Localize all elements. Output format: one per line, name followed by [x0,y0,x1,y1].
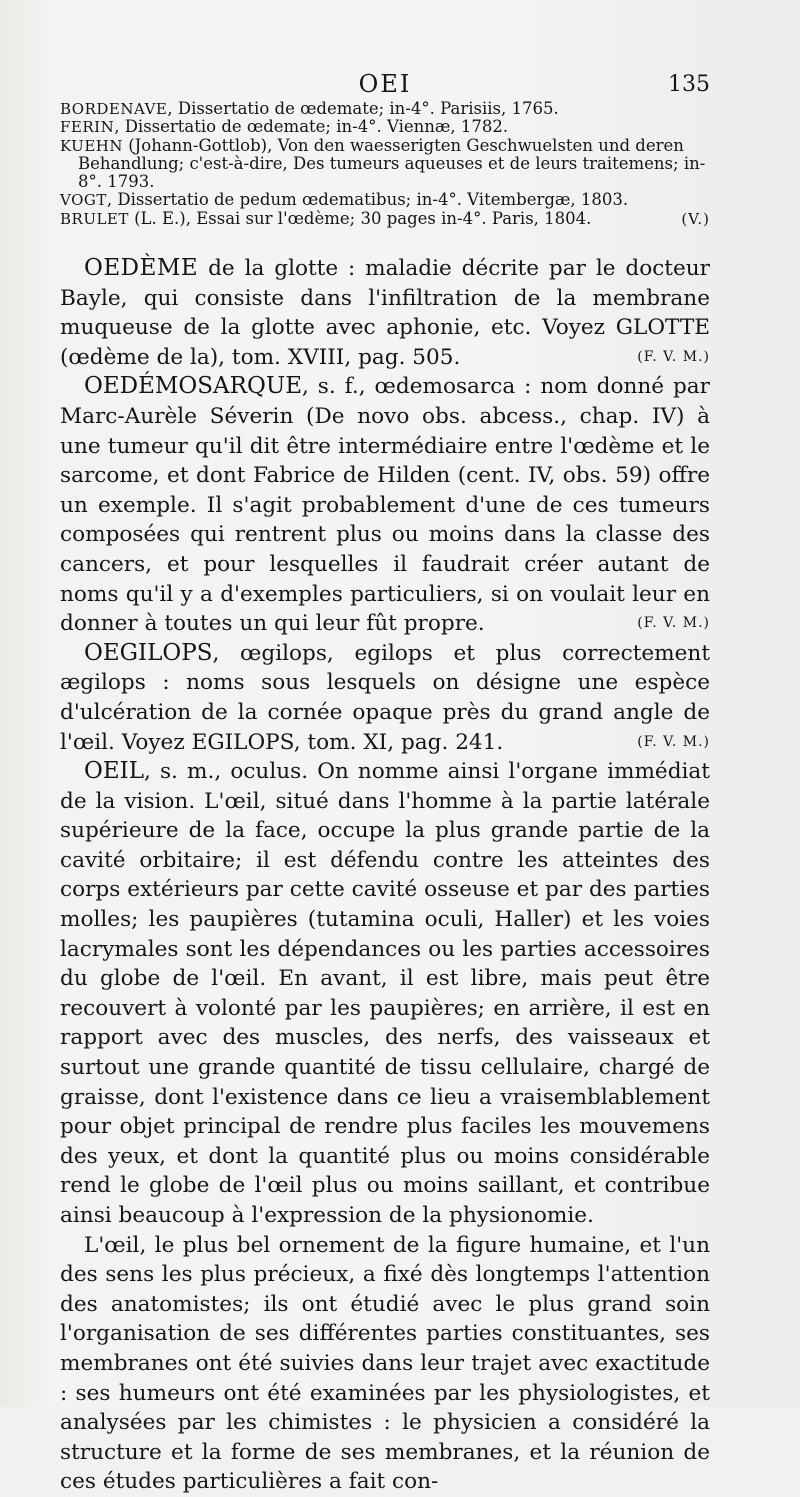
bibliography-text: , Dissertatio de œdemate; in-4°. Parisiis, 1765. [167,99,559,118]
bibliography-entry [60,191,710,209]
bibliography-text: , Dissertatio de pedum œdematibus; in-4°. Vitembergæ, 1803. [106,190,629,210]
entry-headword: OEDÈME [84,255,199,281]
bibliography-list [60,100,710,228]
dictionary-body [60,254,710,1497]
bibliography-entry [60,210,710,228]
entry-signature: (F. V. M.) [637,733,710,750]
bibliography-text: , Dissertatio de œdemate; in-4°. Viennæ, 1782. [114,117,509,137]
entry-signature: (F. V. M.) [637,348,710,365]
page-number: 135 [668,72,710,97]
dictionary-entry [60,372,710,638]
entry-text: , s. m., oculus. On nomme ainsi l'organe immédiat de la vision. L'œil, situé dans l'homme à la partie latérale supérieure de la face, occupe la plus grande partie de la cavité orbitaire; il est défendu contre les atteintes des corps extérieurs par cette cavité osseuse et par des parties molles; les paupières (tutamina oculi, Haller) et les voies lacrymales sont les dépendances ou les parties accessoires du globe de l'œil. En avant, il est libre, mais peut être recouvert à volonté par les paupières; en arrière, il est en rapport avec des muscles, des nerfs, des vaisseaux et surtout une grande quantité de tissu cellulaire, chargé de graisse, dont l'existence dans ce lieu a vraisemblablement pour objet principal de rendre plus faciles les mouvemens des yeux, et dont la quantité plus ou moins considérable rend le globe de l'œil plus ou moins saillant, et contribue ainsi beaucoup à l'expression de la physionomie. [60,759,710,1228]
bibliography-entry [60,137,710,192]
bibliography-author: FERIN [60,118,115,137]
bibliography-signature: (V.) [681,209,710,228]
entry-text: de la glotte : maladie décrite par le docteur Bayle, qui consiste dans l'infiltration de la membrane muqueuse de la glotte avec aphonie, etc. Voyez GLOTTE (œdème de la), tom. XVIII, pag. 505. [60,256,710,370]
bibliography-text: (L. E.), Essai sur l'œdème; 30 pages in-4°. Paris, 1804. [128,208,592,228]
entry-text: , œgilops, egilops et plus correctement ægilops : noms sous lesquels on désigne une espèce d'ulcération de la cornée opaque près du grand angle de l'œil. Voyez EGILOPS, tom. XI, pag. 241. [60,640,710,755]
dictionary-entry [60,757,710,1231]
bibliography-author: BRULET [60,209,129,228]
bibliography-entry [60,100,710,118]
bibliography-text: (Johann-Gottlob), Von den waesserigten Geschwuelsten und deren Behandlung; c'est-à-dire, Des tumeurs aqueuses et de leurs traitemens; in-8°. 1793. [78,135,706,192]
entry-headword: OEIL [84,758,145,785]
bibliography-entry [60,118,710,136]
bibliography-author: BORDENAVE [60,100,168,118]
bibliography-author: KUEHN [60,136,123,155]
entry-headword: OEDÉMOSARQUE [84,373,302,400]
running-title: OEI [358,70,412,98]
entry-signature: (F. V. M.) [637,615,710,632]
entry-text: , s. f., œdemosarca : nom donné par Marc-Aurèle Séverin (De novo obs. abcess., chap. IV) à une tumeur qu'il dit être intermédiaire entre l'œdème et le sarcome, et dont Fabrice de Hilden (cent. IV, obs. 59) offre un exemple. Il s'agit probablement d'une de ces tumeurs composées qui rentrent plus ou moins dans la classe des cancers, et pour lesquelles il faudrait créer autant de noms qu'il y a d'exemples particuliers, si on voulait leur en donner à toutes un qui leur fût propre. [60,374,710,637]
entry-headword: OEGILOPS [84,639,213,666]
bibliography-author: VOGT [60,191,107,210]
continuation-paragraph: L'œil, le plus bel ornement de la figure humaine, et l'un des sens les plus précieux, a fixé dès longtemps l'attention des anatomistes; ils ont étudié avec le plus grand soin l'organisation de ses différentes parties constituantes, ses membranes ont été suivies dans leur trajet avec exactitude : ses humeurs ont été examinées par les physiologistes, et analysées par les chimistes : le physicien a considéré la structure et la forme de ses membranes, et la réunion de ces études particulières a fait con- [60,1232,710,1495]
